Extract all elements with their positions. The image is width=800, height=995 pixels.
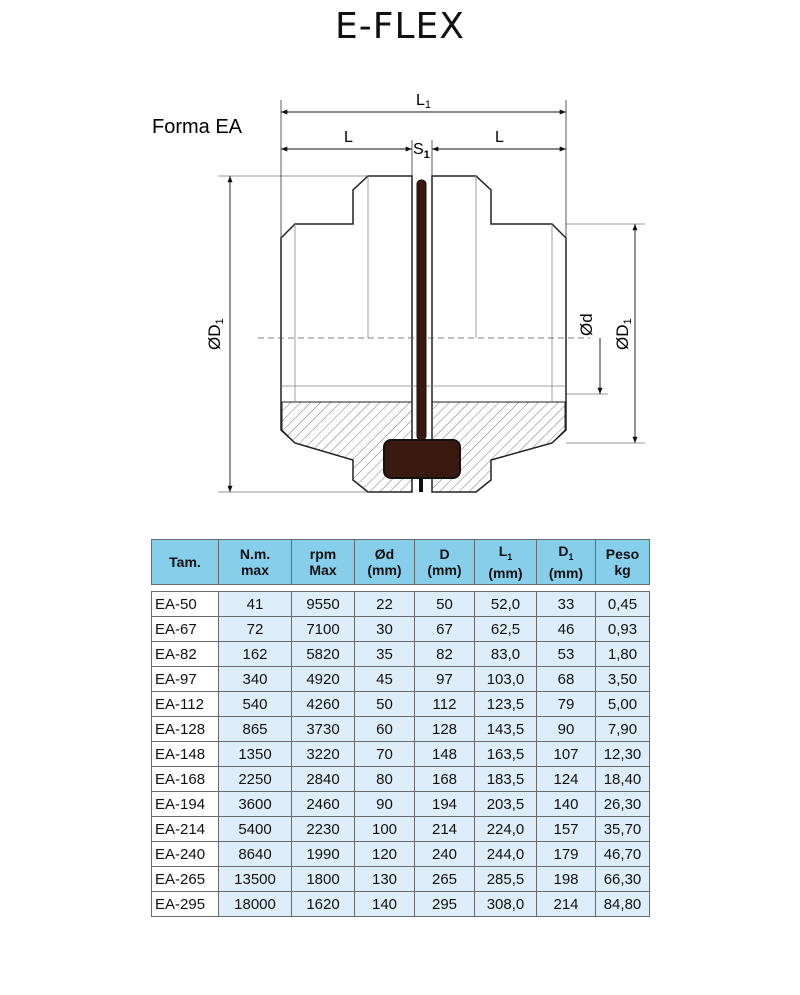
table-row: [152, 642, 650, 667]
table-cell: 0,45: [596, 592, 650, 617]
table-cell: 84,80: [596, 892, 650, 917]
table-cell: 308,0: [475, 892, 537, 917]
table-cell: 295: [415, 892, 475, 917]
table-cell: 13500: [219, 867, 292, 892]
table-cell: EA-97: [152, 667, 219, 692]
table-cell: 5400: [219, 817, 292, 842]
page-title: E-FLEX: [335, 6, 465, 47]
table-row: [152, 742, 650, 767]
table-cell: 100: [355, 817, 415, 842]
table-cell: 143,5: [475, 717, 537, 742]
col-header-tam: Tam.: [152, 540, 219, 585]
table-cell: 60: [355, 717, 415, 742]
table-cell: 46: [537, 617, 596, 642]
specification-table: [151, 539, 650, 917]
table-cell: 1800: [292, 867, 355, 892]
col-header-peso: Peso kg: [596, 540, 650, 585]
table-cell: 67: [415, 617, 475, 642]
table-row: [152, 692, 650, 717]
table-cell: 50: [415, 592, 475, 617]
table-cell: 3600: [219, 792, 292, 817]
table-cell: 865: [219, 717, 292, 742]
table-cell: EA-148: [152, 742, 219, 767]
dim-s1-label: $S_1$: [413, 141, 430, 161]
table-cell: 26,30: [596, 792, 650, 817]
table-cell: 82: [415, 642, 475, 667]
table-cell: 340: [219, 667, 292, 692]
table-cell: 240: [415, 842, 475, 867]
table-cell: EA-82: [152, 642, 219, 667]
table-cell: 2840: [292, 767, 355, 792]
table-cell: 214: [415, 817, 475, 842]
table-cell: 45: [355, 667, 415, 692]
table-cell: 83,0: [475, 642, 537, 667]
table-cell: 4920: [292, 667, 355, 692]
table-cell: 203,5: [475, 792, 537, 817]
col-header-nm: N.m. max: [219, 540, 292, 585]
col-header-d: D (mm): [415, 540, 475, 585]
table-cell: EA-112: [152, 692, 219, 717]
table-cell: 162: [219, 642, 292, 667]
table-cell: 35,70: [596, 817, 650, 842]
table-cell: 214: [537, 892, 596, 917]
table-cell: 80: [355, 767, 415, 792]
dim-d-label: Ød: [577, 313, 596, 336]
dim-l-left-label: L: [344, 129, 353, 146]
table-cell: 285,5: [475, 867, 537, 892]
table-cell: 52,0: [475, 592, 537, 617]
table-cell: 157: [537, 817, 596, 842]
table-cell: 0,93: [596, 617, 650, 642]
form-label: Forma EA: [152, 116, 243, 138]
table-cell: 1350: [219, 742, 292, 767]
table-cell: 90: [537, 717, 596, 742]
col-header-rpm: rpm Max: [292, 540, 355, 585]
table-cell: 179: [537, 842, 596, 867]
table-cell: 18000: [219, 892, 292, 917]
table-cell: 5820: [292, 642, 355, 667]
table-cell: 3730: [292, 717, 355, 742]
elastic-ring: [384, 440, 460, 478]
table-cell: 35: [355, 642, 415, 667]
table-cell: 5,00: [596, 692, 650, 717]
col-header-d1: $D_1$ (mm): [537, 540, 596, 585]
table-cell: 7,90: [596, 717, 650, 742]
table-cell: 148: [415, 742, 475, 767]
table-cell: 41: [219, 592, 292, 617]
table-cell: 103,0: [475, 667, 537, 692]
table-cell: 265: [415, 867, 475, 892]
table-cell: 3220: [292, 742, 355, 767]
table-cell: 140: [537, 792, 596, 817]
table-cell: 128: [415, 717, 475, 742]
table-row: [152, 592, 650, 617]
table-cell: EA-194: [152, 792, 219, 817]
table-cell: 1,80: [596, 642, 650, 667]
table-cell: 62,5: [475, 617, 537, 642]
table-row: [152, 717, 650, 742]
table-cell: 2230: [292, 817, 355, 842]
table-cell: EA-168: [152, 767, 219, 792]
table-cell: 107: [537, 742, 596, 767]
table-cell: 163,5: [475, 742, 537, 767]
table-cell: 72: [219, 617, 292, 642]
table-cell: 53: [537, 642, 596, 667]
table-cell: 130: [355, 867, 415, 892]
table-cell: 3,50: [596, 667, 650, 692]
table-cell: 12,30: [596, 742, 650, 767]
table-row: [152, 842, 650, 867]
table-row: [152, 767, 650, 792]
table-cell: 68: [537, 667, 596, 692]
table-cell: 244,0: [475, 842, 537, 867]
table-row: [152, 867, 650, 892]
table-cell: 120: [355, 842, 415, 867]
table-row: [152, 792, 650, 817]
col-header-l1: $L_1$ (mm): [475, 540, 537, 585]
dim-d1-right-label: ØD1: [613, 318, 634, 350]
table-cell: 18,40: [596, 767, 650, 792]
table-row: [152, 892, 650, 917]
table-cell: 1990: [292, 842, 355, 867]
table-cell: 9550: [292, 592, 355, 617]
table-cell: EA-67: [152, 617, 219, 642]
table-cell: 46,70: [596, 842, 650, 867]
table-cell: EA-295: [152, 892, 219, 917]
table-row: [152, 817, 650, 842]
table-cell: 112: [415, 692, 475, 717]
table-cell: 4260: [292, 692, 355, 717]
table-cell: EA-50: [152, 592, 219, 617]
table-cell: 66,30: [596, 867, 650, 892]
table-cell: 97: [415, 667, 475, 692]
table-cell: EA-240: [152, 842, 219, 867]
table-cell: 2460: [292, 792, 355, 817]
table-cell: EA-214: [152, 817, 219, 842]
table-cell: 22: [355, 592, 415, 617]
col-header-bore: Ød (mm): [355, 540, 415, 585]
table-cell: 224,0: [475, 817, 537, 842]
table-cell: 194: [415, 792, 475, 817]
table-cell: 8640: [219, 842, 292, 867]
table-cell: 168: [415, 767, 475, 792]
table-cell: EA-128: [152, 717, 219, 742]
table-cell: EA-265: [152, 867, 219, 892]
dim-d1-left-label: ØD1: [205, 318, 226, 350]
table-cell: 33: [537, 592, 596, 617]
table-cell: 198: [537, 867, 596, 892]
table-cell: 540: [219, 692, 292, 717]
table-row: [152, 617, 650, 642]
table-cell: 123,5: [475, 692, 537, 717]
table-cell: 2250: [219, 767, 292, 792]
table-cell: 79: [537, 692, 596, 717]
coupling-technical-drawing: [0, 80, 800, 510]
table-cell: 7100: [292, 617, 355, 642]
table-cell: 30: [355, 617, 415, 642]
table-cell: 124: [537, 767, 596, 792]
table-cell: 50: [355, 692, 415, 717]
table-cell: 1620: [292, 892, 355, 917]
table-cell: 140: [355, 892, 415, 917]
dim-l-right-label: L: [495, 129, 504, 146]
table-cell: 90: [355, 792, 415, 817]
table-cell: 183,5: [475, 767, 537, 792]
table-header-row: [152, 540, 650, 585]
elastic-element: [417, 180, 426, 440]
table-cell: 70: [355, 742, 415, 767]
dim-l1-label: L1: [416, 92, 432, 111]
table-row: [152, 667, 650, 692]
